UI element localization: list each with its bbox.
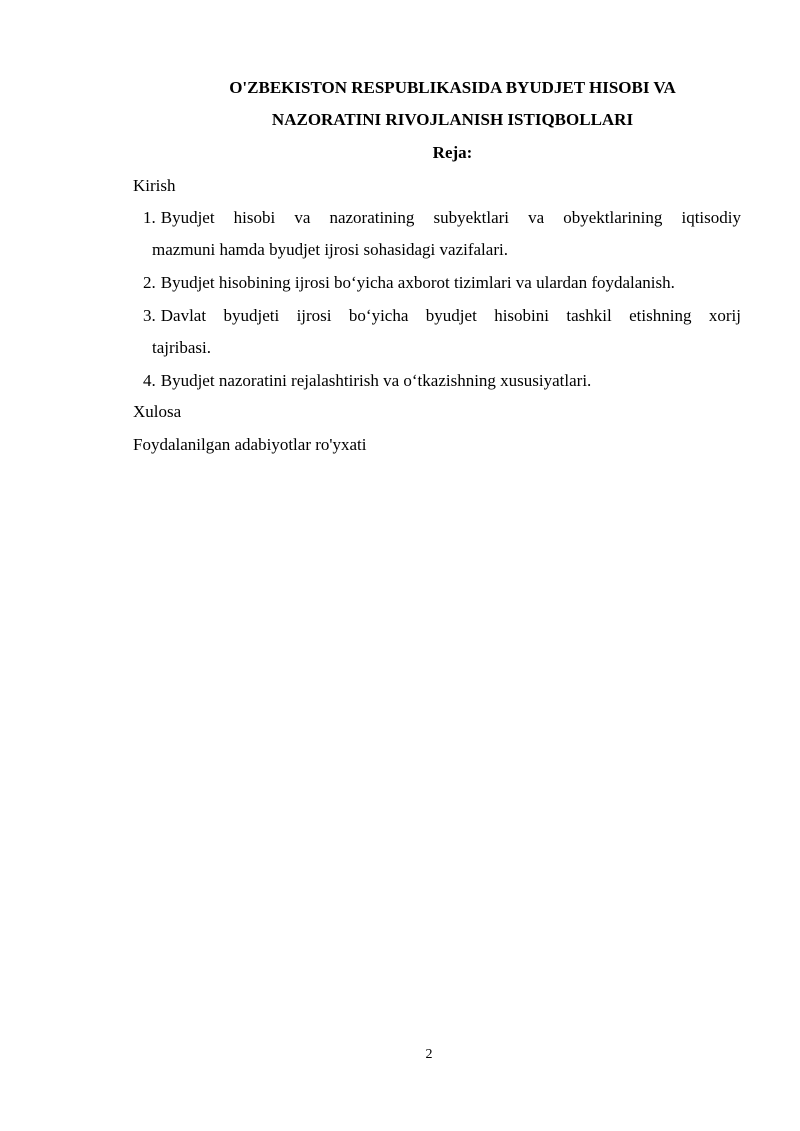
document-title-line-2: NAZORATINI RIVOJLANISH ISTIQBOLLARI <box>271 110 634 129</box>
plan-item-2-line-1 <box>143 273 741 293</box>
plan-item-2 <box>143 273 741 293</box>
conclusion-entry: Xulosa <box>133 402 182 421</box>
plan-item-3 <box>143 306 741 358</box>
plan-item-word: Davlat <box>160 306 207 325</box>
plan-item-word: va <box>528 208 545 227</box>
plan-item-word: subyektlari <box>433 208 510 227</box>
plan-item-3-line-1 <box>143 306 741 326</box>
plan-item-number: 4. <box>143 371 156 390</box>
plan-item-4 <box>143 371 741 391</box>
plan-item-word: byudjet <box>425 306 477 325</box>
plan-item-word: va <box>294 208 311 227</box>
plan-item-word: iqtisodiy <box>681 208 741 227</box>
intro-entry: Kirish <box>133 176 176 195</box>
plan-item-word: hisobi <box>233 208 276 227</box>
document-title-line-1: O'ZBEKISTON RESPUBLIKASIDA BYUDJET HISOBI VA <box>229 78 676 97</box>
plan-item-1-line-2: mazmuni hamda byudjet ijrosi sohasidagi vazifalari. <box>152 240 508 259</box>
plan-item-number: 2. <box>143 273 156 292</box>
plan-item-word: obyektlarining <box>563 208 663 227</box>
plan-item-word: ijrosi <box>296 306 332 325</box>
plan-item-word: bo‘yicha <box>348 306 409 325</box>
plan-item-1-number-and-first-word <box>143 208 215 228</box>
plan-item-text: Byudjet nazoratini rejalashtirish va o‘tkazishning xususiyatlari. <box>160 371 592 390</box>
plan-item-word: xorij <box>708 306 741 325</box>
plan-item-word: hisobini <box>494 306 549 325</box>
plan-item-number: 3. <box>143 306 156 325</box>
plan-item-text: Byudjet hisobining ijrosi bo‘yicha axborot tizimlari va ulardan foydalanish. <box>160 273 675 292</box>
plan-item-4-line-1 <box>143 371 741 391</box>
plan-item-1 <box>143 208 741 260</box>
references-entry: Foydalanilgan adabiyotlar ro'yxati <box>133 435 367 454</box>
plan-item-3-number-and-first-word <box>143 306 206 326</box>
plan-item-word: etishning <box>629 306 692 325</box>
plan-item-number: 1. <box>143 208 156 227</box>
plan-item-1-line-1 <box>143 208 741 228</box>
plan-item-word: nazoratining <box>329 208 415 227</box>
plan-item-3-line-2: tajribasi. <box>152 338 212 357</box>
plan-item-word: tashkil <box>566 306 612 325</box>
plan-heading: Reja: <box>432 143 473 162</box>
plan-item-word: byudjeti <box>223 306 280 325</box>
plan-item-word: Byudjet <box>160 208 215 227</box>
page-number: 2 <box>425 1047 433 1062</box>
